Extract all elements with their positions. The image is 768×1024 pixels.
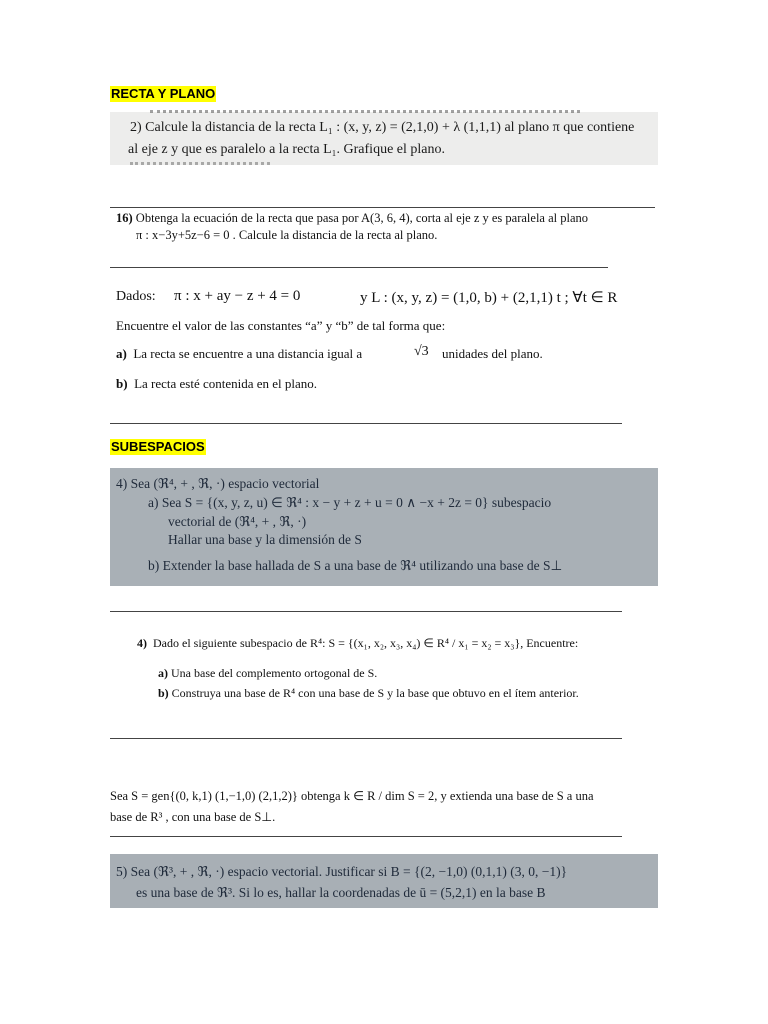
problem-16-line-2: π : x−3y+5z−6 = 0 . Calcule la distancia de la recta al plano. [136,228,438,242]
sea-line-1: Sea S = gen{(0, k,1) (1,−1,0) (2,1,2)} obtenga k ∈ R / dim S = 2, y extienda una base de S a una [110,789,594,803]
divider-line [110,267,608,268]
divider-line [110,423,622,424]
p4-item-a-label: a) [158,666,168,680]
problem-16-text: Obtenga la ecuación de la recta que pasa por A(3, 6, 4), corta al eje z y es paralela al plano [135,211,589,225]
scan1-line-1: 2) Calcule la distancia de la recta L₁ : (x, y, z) = (2,1,0) + λ (1,1,1) al plano π que contiene [130,120,635,135]
divider-line [110,836,622,837]
scan2-line-2: a) Sea S = {(x, y, z, u) ∈ ℜ⁴ : x − y + z + u = 0 ∧ −x + 2z = 0} subespacio [148,495,552,510]
problem-16-number: 16) [116,211,133,225]
scan3-line-1: 5) Sea (ℜ³, + , ℜ, ·) espacio vectorial. Justificar si B = {(2, −1,0) (0,1,1) (3, 0, −1)} [116,864,568,879]
divider-line [110,207,655,208]
item-b-text: La recta esté contenida en el plano. [134,376,318,391]
dados-item-a [116,346,362,362]
item-b-label: b) [116,376,128,391]
problem-16-line-1 [116,211,588,226]
scan2-line-5: b) Extender la base hallada de S a una base de ℜ⁴ utilizando una base de S⊥ [148,558,563,573]
section-heading-subespacios: SUBESPACIOS [111,439,205,454]
divider-line [110,611,622,612]
scan2-line-3: vectorial de (ℜ⁴, + , ℜ, ·) [168,514,307,529]
line-equation: y L : (x, y, z) = (1,0, b) + (2,1,1) t ; ∀t ∈ R [360,290,618,306]
item-a-text: La recta se encuentre a una distancia igual a [133,346,363,361]
divider-line [110,738,622,739]
problem-4-item-b [158,686,579,701]
scanned-excerpt-2 [110,468,658,586]
cropped-text-fragment [130,160,270,165]
dados-intro: Encuentre el valor de las constantes “a” y “b” de tal forma que: [116,318,446,333]
plane-equation: π : x + ay − z + 4 = 0 [174,288,301,304]
problem-4-item-a [158,666,377,681]
dados-label: Dados: [116,289,156,304]
scan2-line-4: Hallar una base y la dimensión de S [168,532,362,547]
item-a-label: a) [116,346,127,361]
sea-line-2: base de R³ , con una base de S⊥. [110,810,276,824]
problem-4-line-1 [137,636,578,651]
scanned-excerpt-3 [110,854,658,908]
p4-item-b-label: b) [158,686,169,700]
section-heading-recta-plano: RECTA Y PLANO [111,86,216,101]
dados-item-b [116,376,317,392]
scanned-excerpt-1 [110,112,658,165]
scan1-line-2: al eje z y que es paralelo a la recta L₁. Grafique el plano. [128,142,445,157]
p4-item-a-text: Una base del complemento ortogonal de S. [171,666,378,680]
cropped-text-fragment [150,110,580,116]
scan2-line-1: 4) Sea (ℜ⁴, + , ℜ, ·) espacio vectorial [116,476,320,491]
item-a-tail: unidades del plano. [442,346,543,361]
problem-4-number: 4) [137,636,147,650]
problem-4-text: Dado el siguiente subespacio de R⁴: S = {(x₁, x₂, x₃, x₄) ∈ R⁴ / x₁ = x₂ = x₃}, Encuentre: [153,636,579,650]
scan3-line-2: es una base de ℜ³. Si lo es, hallar la coordenadas de ū = (5,2,1) en la base B [136,885,546,900]
p4-item-b-text: Construya una base de R⁴ con una base de S y la base que obtuvo en el ítem anterior. [171,686,579,700]
sqrt-three: √3 [414,344,429,359]
